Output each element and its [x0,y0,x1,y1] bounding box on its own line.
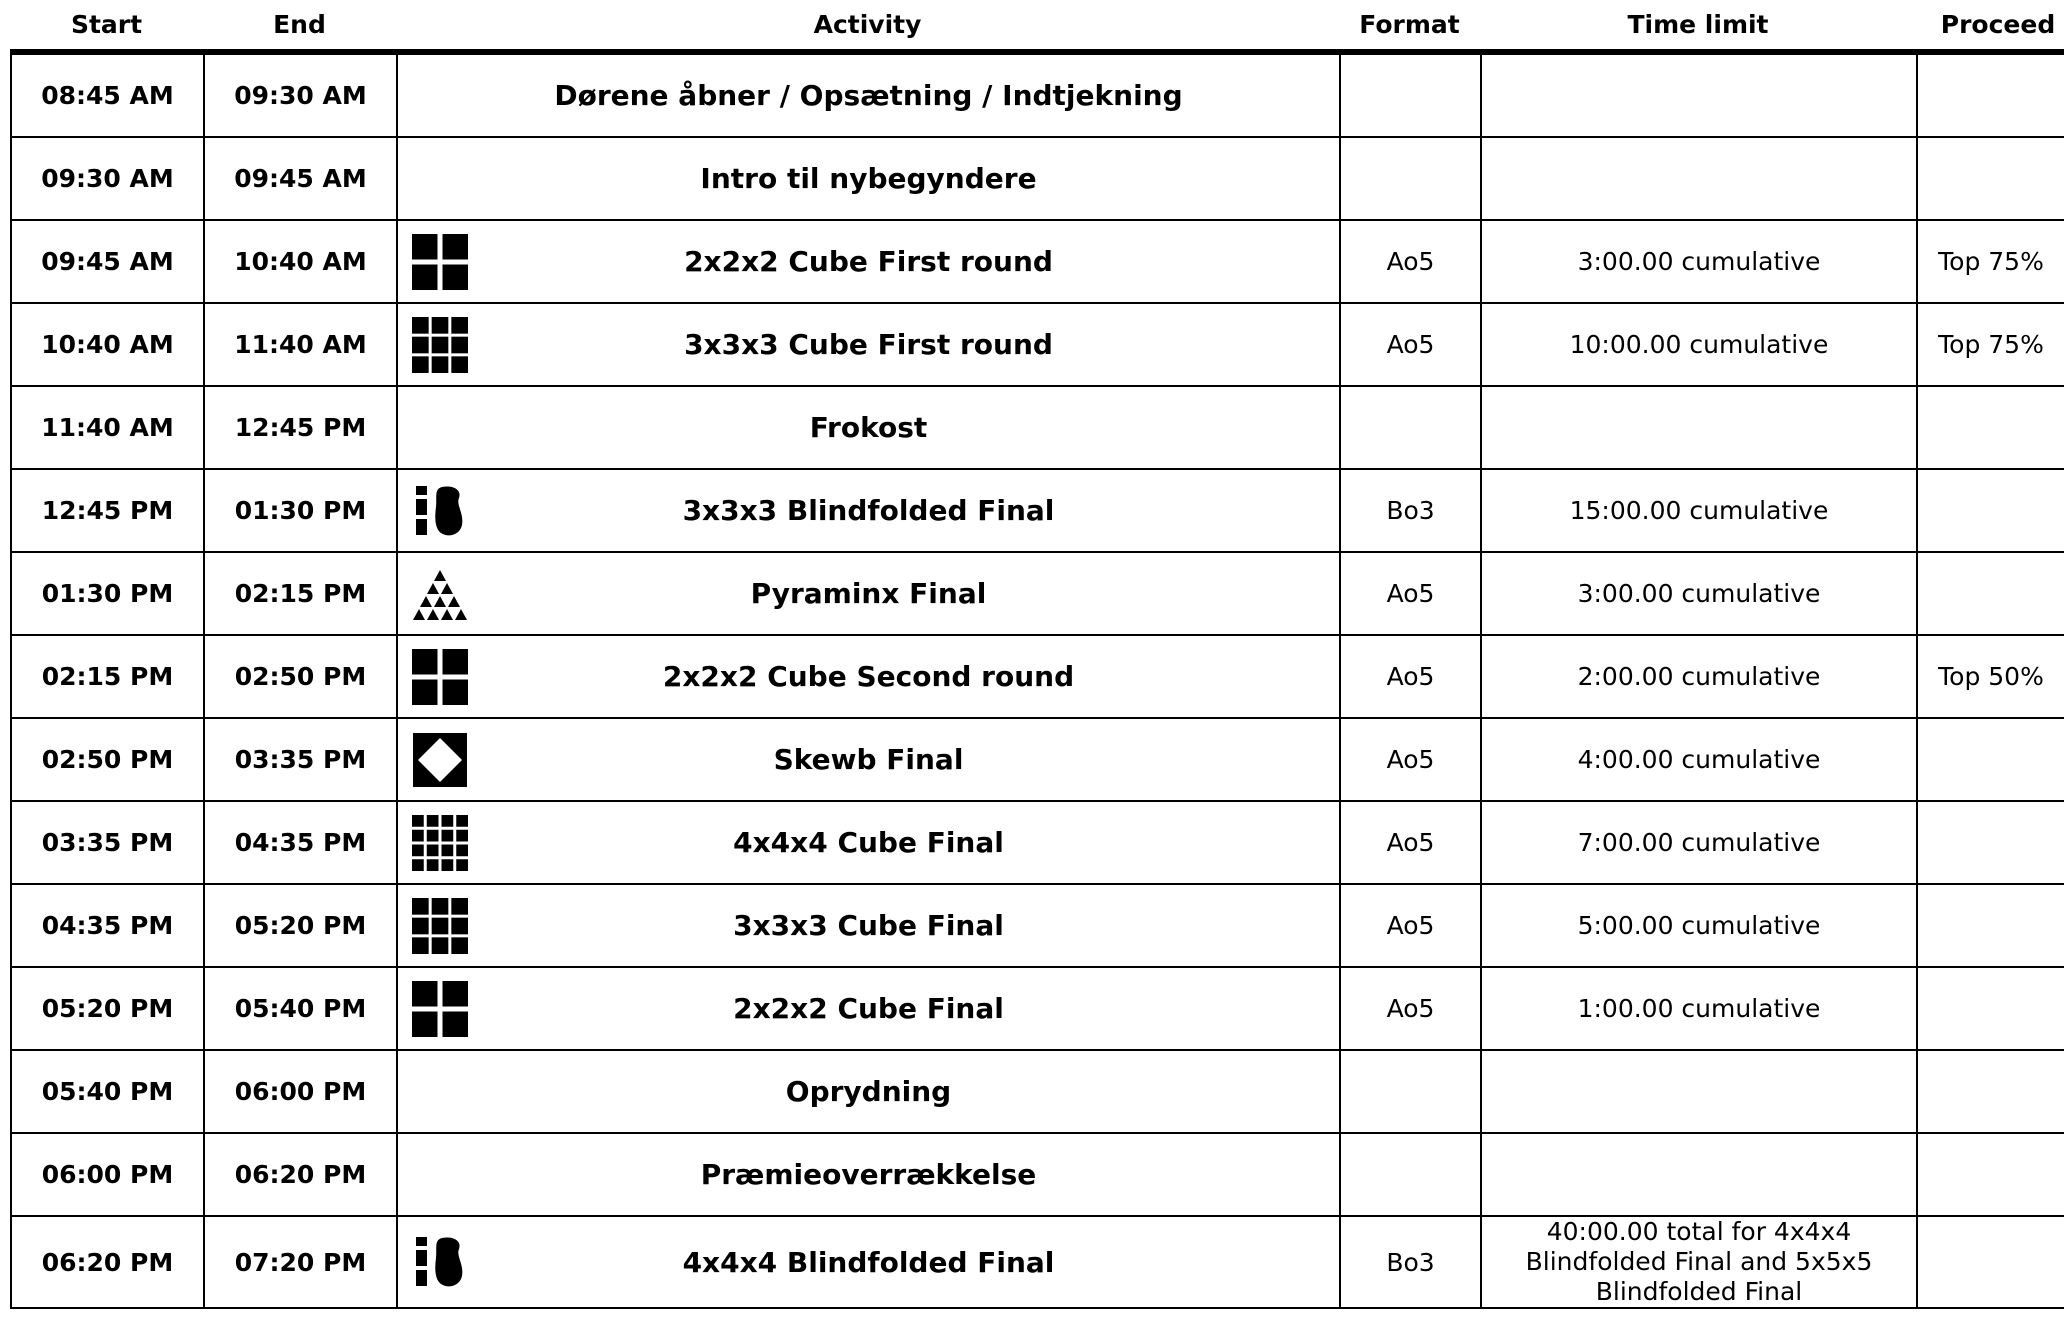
table-row [11,635,2064,718]
end-text: 06:00 PM [234,1077,367,1106]
table-row [11,801,2064,884]
header-start: Start [70,10,143,39]
time-limit-text: 3:00.00 cumulative [1577,246,1821,276]
time-limit-cell [1481,303,1917,386]
activity-text: 4x4x4 Blindfolded Final [682,1245,1055,1279]
format-cell [1340,1050,1481,1133]
end-cell [204,884,397,967]
blindfolded-icon [412,483,468,539]
start-cell [11,137,204,220]
schedule-body [11,54,2064,1308]
schedule-table [10,53,2064,1309]
end-cell [204,54,397,137]
activity-cell [397,718,1340,801]
proceed-cell [1917,386,2064,469]
activity-cell [397,1133,1340,1216]
end-cell [204,386,397,469]
format-text: Bo3 [1386,1247,1435,1277]
end-cell [204,635,397,718]
activity-cell [397,220,1340,303]
end-text: 12:45 PM [234,413,367,442]
format-cell [1340,1216,1481,1308]
table-row [11,1133,2064,1216]
end-cell [204,137,397,220]
format-cell [1340,303,1481,386]
cube-4x4-icon [412,815,468,871]
header-end: End [273,10,326,39]
start-text: 09:45 AM [41,247,174,276]
activity-cell [397,54,1340,137]
header-activity: Activity [813,10,922,39]
proceed-cell [1917,1133,2064,1216]
end-text: 10:40 AM [234,247,367,276]
proceed-cell [1917,884,2064,967]
time-limit-text: 2:00.00 cumulative [1577,661,1821,691]
proceed-cell [1917,967,2064,1050]
proceed-cell [1917,801,2064,884]
format-text: Ao5 [1386,330,1435,359]
activity-cell [397,635,1340,718]
start-cell [11,552,204,635]
time-limit-text: 7:00.00 cumulative [1577,827,1821,857]
proceed-cell [1917,718,2064,801]
start-text: 08:45 AM [41,81,174,110]
time-limit-cell [1481,137,1917,220]
start-cell [11,635,204,718]
time-limit-text: 1:00.00 cumulative [1577,993,1821,1023]
format-cell [1340,967,1481,1050]
time-limit-cell [1481,801,1917,884]
skewb-icon [412,732,468,788]
format-cell [1340,137,1481,220]
start-cell [11,884,204,967]
start-text: 04:35 PM [41,911,174,940]
activity-text: 2x2x2 Cube Second round [662,660,1075,693]
time-limit-text: 3:00.00 cumulative [1577,578,1821,608]
end-cell [204,801,397,884]
start-cell [11,303,204,386]
end-text: 01:30 PM [234,496,367,525]
activity-cell [397,552,1340,635]
start-cell [11,1216,204,1308]
proceed-text: Top 50% [1938,662,2044,691]
activity-cell [397,303,1340,386]
start-text: 05:40 PM [41,1077,174,1106]
time-limit-cell [1481,635,1917,718]
table-row [11,469,2064,552]
cube-2x2-icon [412,649,468,705]
activity-text: Oprydning [785,1075,952,1108]
cube-3x3-icon [412,317,468,373]
activity-text: Intro til nybegyndere [700,162,1037,195]
format-cell [1340,1133,1481,1216]
start-cell [11,801,204,884]
end-cell [204,220,397,303]
time-limit-cell [1481,1050,1917,1133]
end-cell [204,1133,397,1216]
table-row [11,137,2064,220]
time-limit-cell [1481,386,1917,469]
cube-2x2-icon [412,234,468,290]
format-text: Ao5 [1386,745,1435,774]
activity-text: Skewb Final [773,743,964,776]
table-row [11,220,2064,303]
end-cell [204,552,397,635]
activity-cell [397,801,1340,884]
start-cell [11,220,204,303]
table-row [11,1050,2064,1133]
time-limit-cell [1481,718,1917,801]
format-text: Ao5 [1386,247,1435,276]
format-text: Ao5 [1386,911,1435,940]
start-text: 05:20 PM [41,994,174,1023]
activity-text: 2x2x2 Cube Final [733,992,1004,1025]
format-cell [1340,884,1481,967]
proceed-cell [1917,1216,2064,1308]
proceed-cell [1917,220,2064,303]
table-row [11,884,2064,967]
time-limit-cell [1481,54,1917,137]
end-text: 02:15 PM [234,579,367,608]
time-limit-text: 40:00.00 total for 4x4x4 Blindfolded Final and 5x5x5 Blindfolded Final [1525,1217,1873,1306]
end-text: 04:35 PM [234,828,367,857]
start-text: 03:35 PM [41,828,174,857]
end-cell [204,1050,397,1133]
time-limit-cell [1481,1133,1917,1216]
format-text: Ao5 [1386,579,1435,608]
end-text: 02:50 PM [234,662,367,691]
time-limit-text: 10:00.00 cumulative [1569,329,1829,359]
start-cell [11,469,204,552]
format-text: Ao5 [1386,828,1435,857]
end-text: 07:20 PM [234,1247,367,1277]
activity-text: 3x3x3 Cube First round [684,328,1053,361]
table-row [11,54,2064,137]
proceed-cell [1917,1050,2064,1133]
end-text: 09:30 AM [234,81,367,110]
proceed-cell [1917,552,2064,635]
activity-text: 2x2x2 Cube First round [684,245,1053,278]
time-limit-cell [1481,1216,1917,1308]
proceed-cell [1917,54,2064,137]
format-cell [1340,220,1481,303]
time-limit-text: 4:00.00 cumulative [1577,744,1821,774]
activity-cell [397,1050,1340,1133]
cube-2x2-icon [412,981,468,1037]
start-cell [11,54,204,137]
end-text: 03:35 PM [234,745,367,774]
format-cell [1340,801,1481,884]
end-text: 05:40 PM [234,994,367,1023]
table-row [11,552,2064,635]
format-cell [1340,635,1481,718]
start-cell [11,967,204,1050]
format-text: Ao5 [1386,994,1435,1023]
start-text: 02:50 PM [41,745,174,774]
start-text: 11:40 AM [41,413,174,442]
start-cell [11,718,204,801]
table-row [11,303,2064,386]
proceed-text: Top 75% [1938,247,2044,276]
table-row [11,386,2064,469]
start-text: 06:20 PM [41,1247,174,1277]
end-text: 05:20 PM [234,911,367,940]
time-limit-cell [1481,884,1917,967]
start-text: 06:00 PM [41,1160,174,1189]
activity-text: 3x3x3 Cube Final [733,909,1004,942]
end-cell [204,469,397,552]
table-row [11,718,2064,801]
time-limit-cell [1481,552,1917,635]
format-cell [1340,552,1481,635]
cube-3x3-icon [412,898,468,954]
activity-cell [397,884,1340,967]
format-cell [1340,386,1481,469]
proceed-cell [1917,303,2064,386]
table-header [0,0,2064,52]
end-text: 11:40 AM [234,330,367,359]
start-text: 01:30 PM [41,579,174,608]
time-limit-cell [1481,220,1917,303]
end-text: 06:20 PM [234,1160,367,1189]
format-cell [1340,54,1481,137]
end-cell [204,967,397,1050]
pyraminx-icon [412,566,468,622]
format-cell [1340,469,1481,552]
proceed-cell [1917,469,2064,552]
activity-text: Pyraminx Final [750,577,987,610]
activity-text: Præmieoverrækkelse [700,1158,1037,1191]
start-cell [11,386,204,469]
start-text: 10:40 AM [41,330,174,359]
time-limit-text: 5:00.00 cumulative [1577,910,1821,940]
blindfolded-icon [412,1234,468,1290]
start-text: 09:30 AM [41,164,174,193]
end-cell [204,1216,397,1308]
header-proceed: Proceed [1940,10,2056,39]
proceed-cell [1917,635,2064,718]
activity-cell [397,386,1340,469]
activity-cell [397,1216,1340,1308]
activity-cell [397,469,1340,552]
start-text: 12:45 PM [41,496,174,525]
header-format: Format [1359,10,1460,39]
header-time-limit: Time limit [1627,10,1769,39]
start-cell [11,1133,204,1216]
table-row [11,1216,2064,1308]
proceed-text: Top 75% [1938,330,2044,359]
time-limit-text: 15:00.00 cumulative [1569,495,1829,525]
end-text: 09:45 AM [234,164,367,193]
table-row [11,967,2064,1050]
activity-text: 3x3x3 Blindfolded Final [682,494,1055,527]
format-cell [1340,718,1481,801]
activity-cell [397,137,1340,220]
start-text: 02:15 PM [41,662,174,691]
activity-text: Dørene åbner / Opsætning / Indtjekning [554,79,1183,112]
activity-text: Frokost [809,411,928,444]
format-text: Ao5 [1386,662,1435,691]
end-cell [204,718,397,801]
start-cell [11,1050,204,1133]
activity-text: 4x4x4 Cube Final [733,826,1004,859]
proceed-cell [1917,137,2064,220]
time-limit-cell [1481,967,1917,1050]
format-text: Bo3 [1386,496,1435,525]
end-cell [204,303,397,386]
activity-cell [397,967,1340,1050]
time-limit-cell [1481,469,1917,552]
